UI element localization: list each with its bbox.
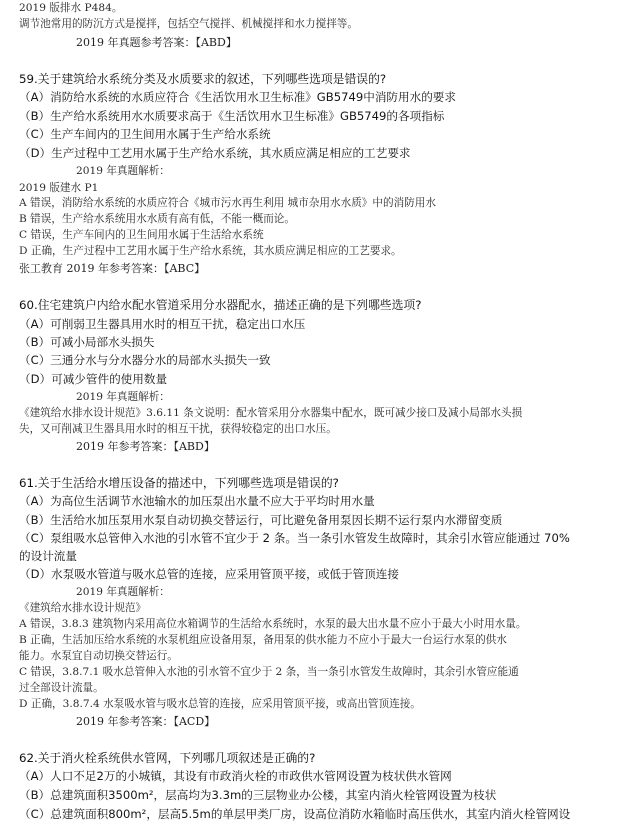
text-line: （B）生活给水加压泵用水泵自动切换交替运行，可比避免备用泵因长期不运行泵内水滞留变质	[19, 513, 503, 527]
text-line: 2019 版建水 P1	[19, 182, 99, 194]
text-line: （C）总建筑面积800m²，层高5.5m的单层甲类厂房，设高位消防水箱临时高压供水，其室内消火栓管网设	[19, 807, 571, 821]
text-line: C 错误，生产车间内的卫生间用水属于生活给水系统	[19, 229, 264, 241]
text-line: （D）可减少管件的使用数量	[19, 372, 168, 386]
text-line: A 错误，消防给水系统的水质应符合《城市污水再生利用 城市杂用水水质》中的消防用水	[19, 197, 436, 209]
text-line: （D）生产过程中工艺用水属于生产给水系统，其水质应满足相应的工艺要求	[19, 146, 411, 160]
text-line: D 正确，生产过程中工艺用水属于生产给水系统，其水质应满足相应的工艺要求。	[19, 245, 402, 257]
text-line: （B）可减小局部水头损失	[19, 335, 155, 349]
text-line: 的设计流量	[19, 549, 77, 563]
text-line: 59.关于建筑给水系统分类及水质要求的叙述，下列哪些选项是错误的?	[19, 72, 387, 86]
text-line: 2019 年参考答案：【ACD】	[76, 715, 216, 728]
text-line: 过全部设计流量。	[19, 682, 104, 694]
text-line: 《建筑给水排水设计规范》	[19, 602, 147, 614]
text-line: 张工教育 2019 年参考答案：【ABC】	[19, 262, 206, 275]
text-line: B 正确，生活加压给水系统的水泵机组应设备用泵，备用泵的供水能力不应小于最大一台运行水泵的供水	[19, 634, 507, 646]
text-line: 2019 年真题解析：	[76, 586, 170, 598]
text-line: 《建筑给水排水设计规范》3.6.11 条文说明：配水管采用分水器集中配水，既可减少接口及减小局部水头损	[19, 407, 523, 419]
text-line: （C）泵组吸水总管伸入水池的引水管不宜少于 2 条。当一条引水管发生故障时，其余引水管应能通过 70%	[19, 531, 570, 545]
text-line: 60.住宅建筑户内给水配水管道采用分水器配水，描述正确的是下列哪些选项?	[19, 298, 422, 312]
text-line: （C）生产车间内的卫生间用水属于生产给水系统	[19, 127, 271, 141]
text-line: A 错误，3.8.3 建筑物内采用高位水箱调节的生活给水系统时，水泵的最大出水量不应小于最大小时用水量。	[19, 618, 527, 630]
text-line: 调节池常用的防沉方式是搅拌，包括空气搅拌、机械搅拌和水力搅拌等。	[19, 18, 358, 30]
text-line: 2019 年真题解析：	[76, 391, 170, 403]
text-line: （B）生产给水系统用水水质要求高于《生活饮用水卫生标准》GB5749的各项指标	[19, 109, 445, 123]
text-line: 61.关于生活给水增压设备的描述中，下列哪些选项是错误的?	[19, 476, 339, 490]
text-line: 2019 年真题解析：	[76, 165, 170, 177]
text-line: 失，又可削减卫生器具用水时的相互干扰，获得较稳定的出口水压。	[19, 423, 337, 435]
text-line: （C）三通分水与分水器分水的局部水头损失一致	[19, 353, 271, 367]
text-line: （A）人口不足2万的小城镇，其设有市政消火栓的市政供水管网设置为枝状供水管网	[19, 769, 452, 783]
text-line: （A）为高位生活调节水池输水的加压泵出水量不应大于平均时用水量	[19, 494, 375, 508]
text-line: （A）消防给水系统的水质应符合《生活饮用水卫生标准》GB5749中消防用水的要求	[19, 90, 456, 104]
text-line: B 错误，生产给水系统用水水质有高有低，不能一概而论。	[19, 213, 295, 225]
text-line: D 正确，3.8.7.4 水泵吸水管与吸水总管的连接，应采用管顶平接，或高出管顶连接。	[19, 698, 421, 710]
text-line: 2019 年真题参考答案：【ABD】	[76, 36, 237, 49]
text-line: （A）可削弱卫生器具用水时的相互干扰，稳定出口水压	[19, 317, 306, 331]
text-line: 2019 年参考答案：【ABD】	[76, 440, 215, 453]
text-line: （D）水泵吸水管道与吸水总管的连接，应采用管顶平接，或低于管顶连接	[19, 567, 399, 581]
text-line: 能力。水泵宜自动切换交替运行。	[19, 650, 178, 662]
text-line: 62.关于消火栓系统供水管网，下列哪几项叙述是正确的?	[19, 751, 316, 765]
text-line: 2019 版排水 P484。	[19, 2, 123, 14]
text-line: （B）总建筑面积3500m²，层高均为3.3m的三层物业办公楼，其室内消火栓管网设置为枝状	[19, 788, 497, 802]
text-line: C 错误，3.8.7.1 吸水总管伸入水池的引水管不宜少于 2 条，当一条引水管发生故障时，其余引水管应能通	[19, 666, 519, 678]
